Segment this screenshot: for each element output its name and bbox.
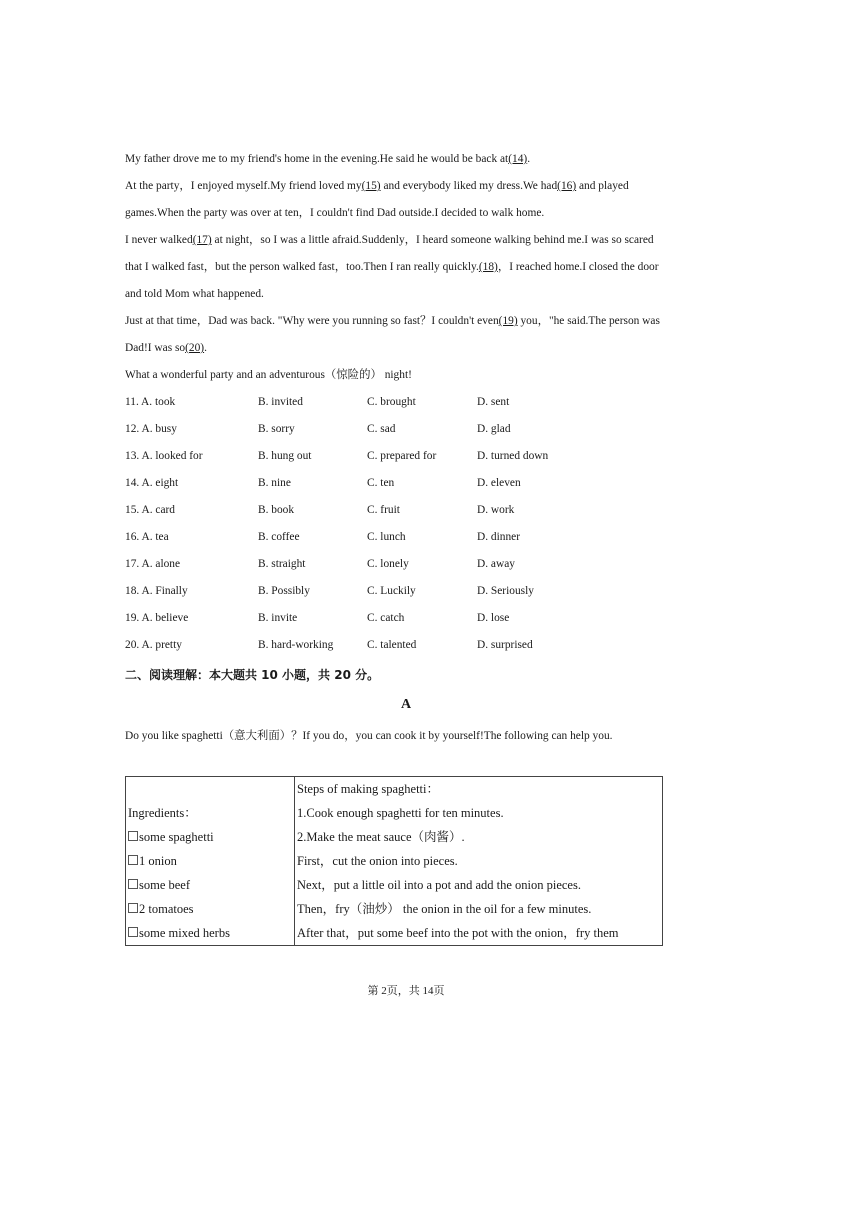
- question-option-a: [125, 584, 188, 598]
- text-segment: ，I reached home.I closed the door: [497, 261, 659, 273]
- option-b: B. invite: [258, 612, 298, 624]
- step-item: 1.Cook enough spaghetti for ten minutes.: [297, 806, 504, 820]
- question-row: [125, 530, 725, 544]
- ingredients-heading: Ingredients：: [128, 806, 197, 820]
- question-number: 18.: [125, 585, 140, 597]
- text-segment: Dad!I was so: [125, 342, 186, 354]
- option-c: C. sad: [367, 423, 396, 435]
- question-row: [125, 611, 725, 625]
- passage-line-6: [125, 287, 264, 301]
- step-item: Next，put a little oil into a pot and add the onion pieces.: [297, 878, 581, 892]
- passage-line-4: [125, 233, 654, 247]
- option-a: A. alone: [141, 558, 181, 570]
- option-a: A. pretty: [141, 639, 182, 651]
- option-b: B. book: [258, 504, 295, 516]
- option-d: D. lose: [477, 612, 510, 624]
- step-item: Then，fry（油炒） the onion in the oil for a few minutes.: [297, 902, 592, 916]
- option-c: C. talented: [367, 639, 417, 651]
- question-row: [125, 503, 725, 517]
- ingredient-item: [126, 873, 294, 897]
- text-segment: I never walked: [125, 234, 193, 246]
- question-option-a: [125, 530, 169, 544]
- option-b: B. invited: [258, 396, 303, 408]
- option-d: D. Seriously: [477, 585, 534, 597]
- passage-line-1: [125, 152, 530, 166]
- option-a: A. card: [141, 504, 175, 516]
- page-footer: 第 2页，共 14页: [367, 985, 445, 997]
- text-segment: games.When the party was over at ten，I couldn't find Dad outside.I decided to walk home.: [125, 207, 545, 219]
- blank-14: (14): [508, 153, 528, 165]
- option-c: C. ten: [367, 477, 395, 489]
- option-d: D. turned down: [477, 450, 549, 462]
- question-row: [125, 395, 725, 409]
- option-b: B. hung out: [258, 450, 312, 462]
- option-a: A. eight: [141, 477, 179, 489]
- passage-letter: A: [400, 697, 412, 712]
- option-c: C. fruit: [367, 504, 400, 516]
- question-option-a: [125, 449, 203, 463]
- blank-17: (17): [192, 234, 212, 246]
- question-row: [125, 449, 725, 463]
- option-b: B. nine: [258, 477, 291, 489]
- question-option-a: [125, 557, 180, 571]
- text-segment: At the party，I enjoyed myself.My friend loved my: [125, 180, 362, 192]
- checkbox-icon: [128, 903, 138, 913]
- blank-16: (16): [557, 180, 577, 192]
- ingredient-item: [126, 825, 294, 849]
- option-d: D. sent: [477, 396, 510, 408]
- option-a: A. busy: [141, 423, 177, 435]
- passage-line-9: [125, 368, 412, 382]
- passage-line-7: [125, 314, 660, 328]
- question-number: 19.: [125, 612, 140, 624]
- step-item: First，cut the onion into pieces.: [297, 854, 458, 868]
- passage-line-3: [125, 206, 544, 220]
- recipe-table: [125, 776, 663, 946]
- option-a: A. believe: [141, 612, 189, 624]
- ingredient-item: [126, 897, 294, 921]
- option-d: D. glad: [477, 423, 511, 435]
- step-item: 2.Make the meat sauce（肉酱）.: [297, 830, 465, 844]
- blank-18: (18): [478, 261, 498, 273]
- option-a: A. took: [141, 396, 176, 408]
- question-row: [125, 476, 725, 490]
- option-c: C. brought: [367, 396, 416, 408]
- ingredients-cell: [126, 777, 295, 946]
- text-segment: What a wonderful party and an adventurous（惊险的） night!: [125, 369, 412, 381]
- checkbox-icon: [128, 855, 138, 865]
- text-segment: and told Mom what happened.: [125, 288, 264, 300]
- text-segment: .: [527, 153, 531, 165]
- option-d: D. surprised: [477, 639, 533, 651]
- text-segment: you，"he said.The person was: [517, 315, 660, 327]
- ingredient-item: [126, 921, 294, 945]
- question-option-a: [125, 611, 188, 625]
- option-b: B. Possibly: [258, 585, 310, 597]
- text-segment: .: [204, 342, 207, 354]
- blank-20: (20): [185, 342, 205, 354]
- ingredient-label: 1 onion: [139, 854, 177, 868]
- option-d: D. eleven: [477, 477, 521, 489]
- question-row: [125, 584, 725, 598]
- ingredient-label: some beef: [139, 878, 191, 892]
- option-b: B. straight: [258, 558, 306, 570]
- option-c: C. prepared for: [367, 450, 437, 462]
- step-item: After that，put some beef into the pot with the onion，fry them: [297, 926, 619, 940]
- text-segment: and played: [576, 180, 629, 192]
- option-c: C. catch: [367, 612, 405, 624]
- option-b: B. hard-working: [258, 639, 334, 651]
- option-b: B. sorry: [258, 423, 295, 435]
- ingredient-label: 2 tomatoes: [139, 902, 194, 916]
- spacer-line: [126, 777, 294, 801]
- question-number: 11.: [125, 396, 139, 408]
- text-segment: that I walked fast，but the person walked fast，too.Then I ran really quickly.: [125, 261, 479, 273]
- option-d: D. work: [477, 504, 515, 516]
- option-a: A. Finally: [141, 585, 188, 597]
- question-option-a: [125, 503, 175, 517]
- checkbox-icon: [128, 831, 138, 841]
- question-row: [125, 422, 725, 436]
- blank-15: (15): [361, 180, 381, 192]
- passage-line-2: [125, 179, 629, 193]
- question-number: 20.: [125, 639, 140, 651]
- question-option-a: [125, 422, 177, 436]
- question-option-a: [125, 395, 175, 409]
- passage-line-8: [125, 341, 207, 355]
- option-c: C. lunch: [367, 531, 406, 543]
- text-segment: and everybody liked my dress.We had: [380, 180, 558, 192]
- question-number: 17.: [125, 558, 140, 570]
- question-row: [125, 557, 725, 571]
- passage-line-5: [125, 260, 659, 274]
- option-a: A. looked for: [141, 450, 203, 462]
- option-d: D. away: [477, 558, 515, 570]
- question-number: 14.: [125, 477, 140, 489]
- option-a: A. tea: [141, 531, 169, 543]
- option-c: C. lonely: [367, 558, 409, 570]
- question-number: 13.: [125, 450, 140, 462]
- steps-cell: [295, 777, 663, 946]
- text-segment: My father drove me to my friend's home in the evening.He said he would be back at: [125, 153, 509, 165]
- checkbox-icon: [128, 927, 138, 937]
- ingredient-label: some spaghetti: [139, 830, 214, 844]
- question-number: 15.: [125, 504, 140, 516]
- checkbox-icon: [128, 879, 138, 889]
- ingredient-item: [126, 849, 294, 873]
- text-segment: at night，so I was a little afraid.Suddenly，I heard someone walking behind me.I was so scared: [211, 234, 654, 246]
- option-b: B. coffee: [258, 531, 300, 543]
- blank-19: (19): [498, 315, 518, 327]
- option-c: C. Luckily: [367, 585, 416, 597]
- text-segment: Just at that time，Dad was back. "Why were you running so fast？I couldn't even: [125, 315, 499, 327]
- question-option-a: [125, 476, 178, 490]
- passage-intro: Do you like spaghetti（意大利面）？If you do，you can cook it by yourself!The following can help you.: [125, 730, 613, 742]
- steps-heading: Steps of making spaghetti：: [297, 782, 439, 796]
- question-row: [125, 638, 725, 652]
- question-number: 16.: [125, 531, 140, 543]
- question-number: 12.: [125, 423, 140, 435]
- ingredient-label: some mixed herbs: [139, 926, 230, 940]
- option-d: D. dinner: [477, 531, 521, 543]
- section-title: 二、阅读理解：本大题共 10 小题，共 20 分。: [125, 668, 380, 682]
- question-option-a: [125, 638, 182, 652]
